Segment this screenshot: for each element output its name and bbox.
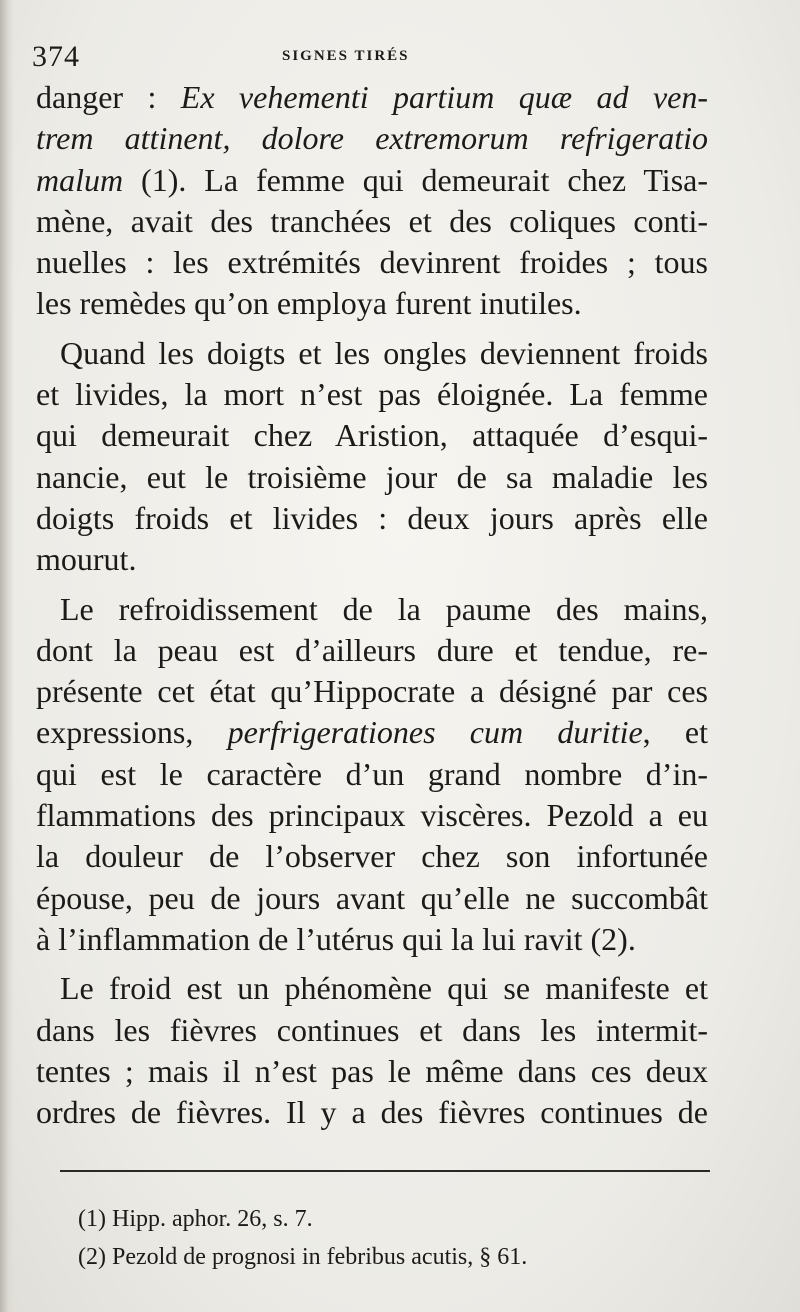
text-span: , et <box>642 714 709 751</box>
text-span: danger : <box>36 79 181 115</box>
paragraph-first-line: Le froid est un phénomène qui se manifeste et <box>60 970 708 1007</box>
latin-quote-line: trem attinent, dolore extremorum refrigeratio <box>36 120 708 157</box>
latin-quote: malum <box>36 161 124 198</box>
paragraph-first-line: Le refroidissement de la paume des mains, <box>60 590 708 627</box>
footnote-rule <box>60 1170 710 1172</box>
text-line: les remèdes qu’on employa furent inutiles. <box>36 285 582 322</box>
text-line: dont la peau est d’ailleurs dure et tendue, re- <box>36 631 708 668</box>
text-line: nancie, eut le troisième jour de sa maladie les <box>36 458 708 495</box>
page-number: 374 <box>32 40 80 73</box>
latin-quote: Ex vehementi partium quæ ad ven- <box>180 79 708 115</box>
text-line: dans les fièvres continues et dans les intermit- <box>36 1011 708 1048</box>
text-line: mourut. <box>36 541 137 578</box>
text-line: doigts froids et livides : deux jours après elle <box>36 499 708 536</box>
paragraph-first-line: Quand les doigts et les ongles deviennent froids <box>60 334 708 371</box>
text-span: expressions, <box>36 714 228 751</box>
text-line: présente cet état qu’Hippocrate a désigné par ces <box>36 673 708 710</box>
text-line: à l’inflammation de l’utérus qui la lui ravit (2). <box>36 920 636 957</box>
text-line: épouse, peu de jours avant qu’elle ne succombât <box>36 879 708 916</box>
text-line: nuelles : les extrémités devinrent froides ; tous <box>36 244 708 281</box>
footnote: (2) Pezold de prognosi in febribus acutis, § 61. <box>78 1244 528 1270</box>
page-edge-shadow <box>0 0 14 1312</box>
text-line: flammations des principaux viscères. Pezold a eu <box>36 797 708 834</box>
footnote: (1) Hipp. aphor. 26, s. 7. <box>78 1206 313 1232</box>
body-text <box>36 77 708 1133</box>
text-line <box>36 77 708 118</box>
latin-quote: perfrigerationes cum duritie <box>227 714 643 751</box>
text-line: qui demeurait chez Aristion, attaquée d’esqui- <box>36 417 708 454</box>
text-line: mène, avait des tranchées et des coliques conti- <box>36 202 708 239</box>
text-line <box>36 712 708 753</box>
text-line: qui est le caractère d’un grand nombre d’in- <box>36 755 708 792</box>
text-line: la douleur de l’observer chez son infortunée <box>36 838 708 875</box>
text-line: et livides, la mort n’est pas éloignée. La femme <box>36 376 708 413</box>
text-line: ordres de fièvres. Il y a des fièvres continues de <box>36 1094 708 1131</box>
text-span: (1). La femme qui demeurait chez Tisa- <box>123 161 708 198</box>
text-line <box>36 160 708 201</box>
text-line: tentes ; mais il n’est pas le même dans ces deux <box>36 1052 708 1089</box>
running-head: SIGNES TIRÉS <box>282 48 410 64</box>
footnotes <box>78 1200 698 1276</box>
